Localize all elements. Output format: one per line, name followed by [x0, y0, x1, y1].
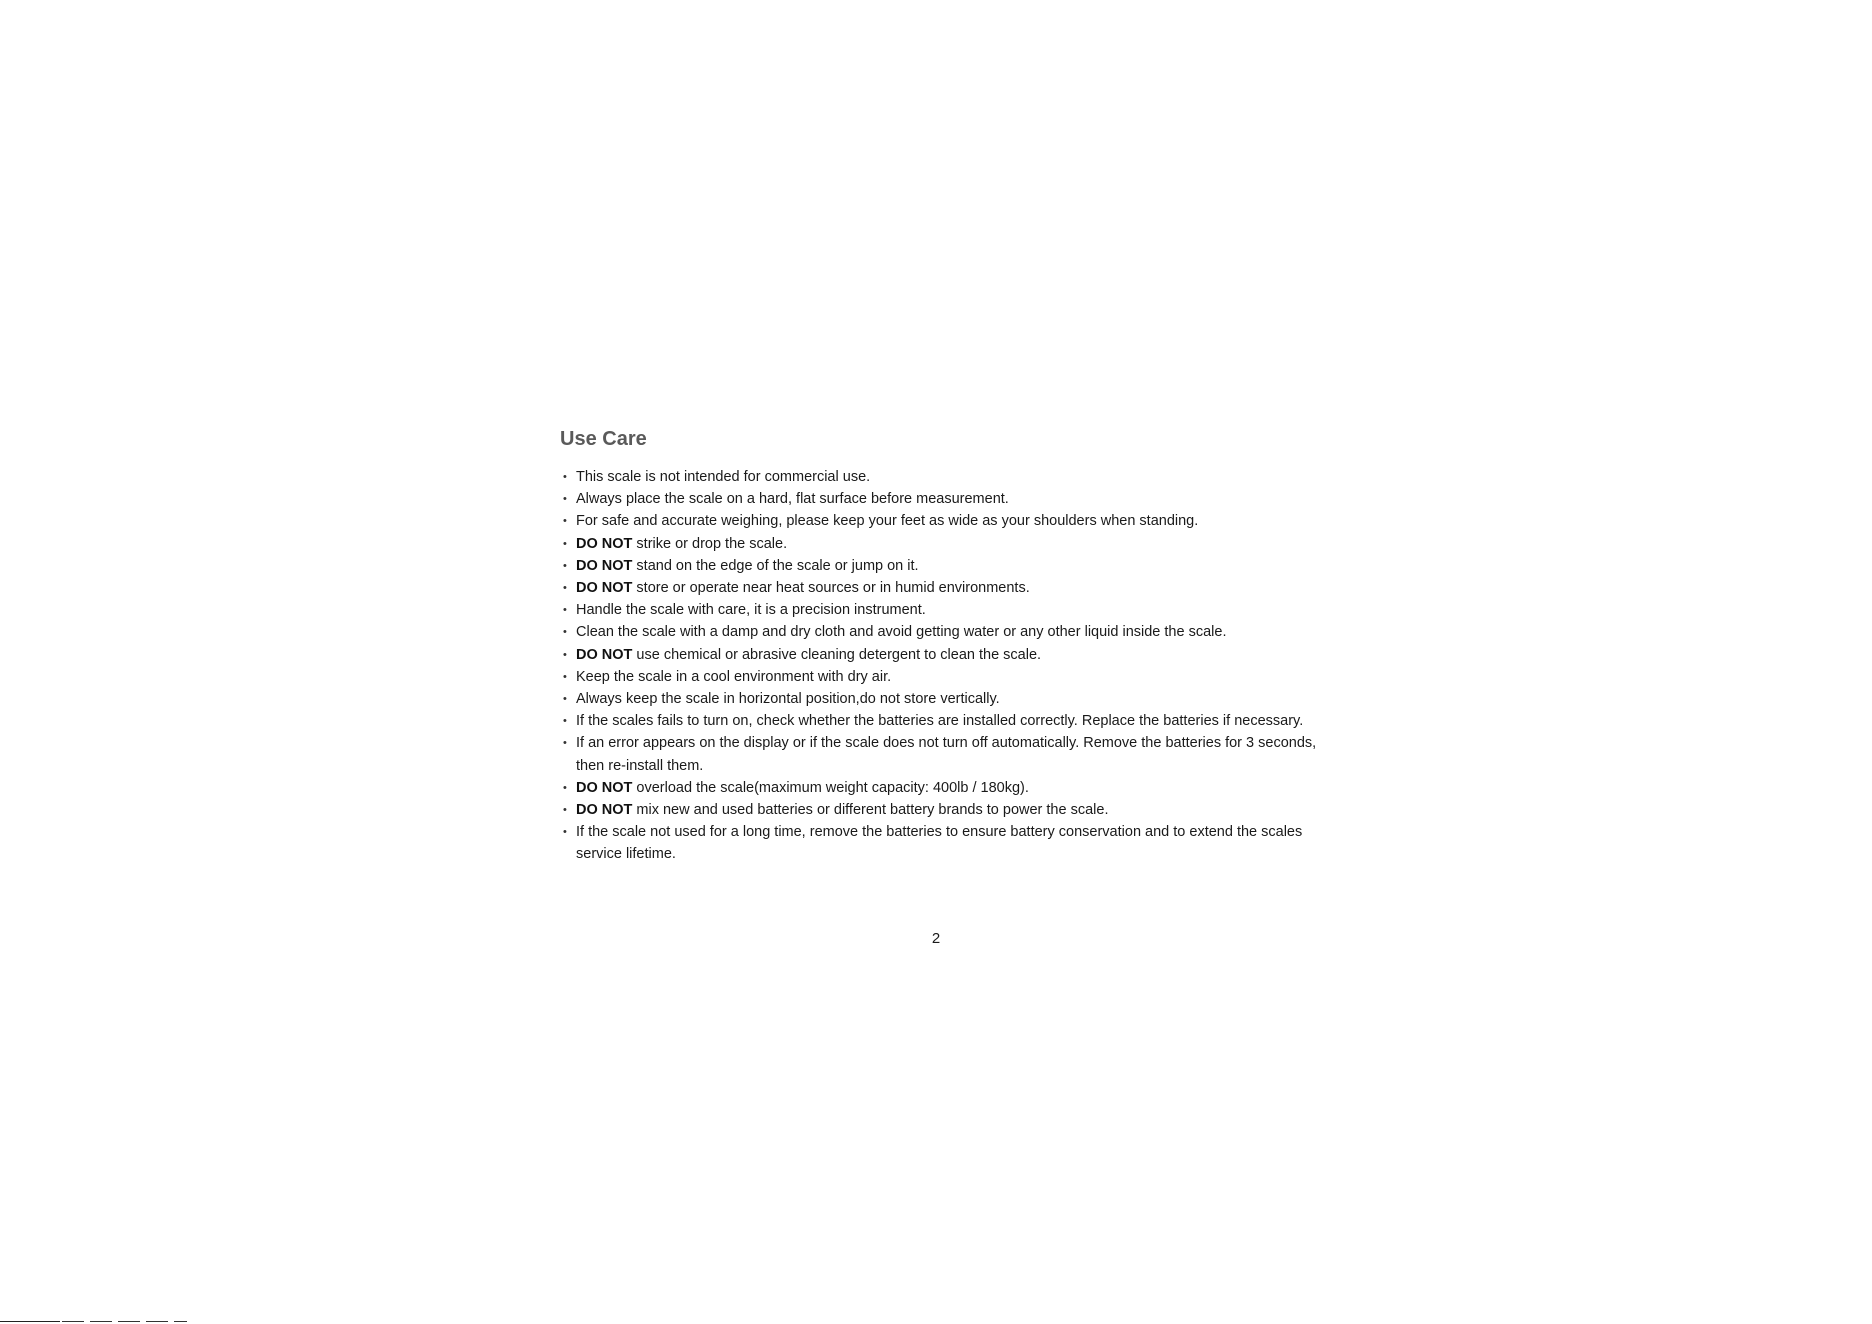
list-item	[560, 555, 1330, 577]
bottom-rule	[0, 1321, 60, 1322]
emphasis-text: DO NOT	[576, 779, 633, 796]
list-item	[560, 488, 1330, 510]
item-text: Keep the scale in a cool environment with dry air.	[576, 668, 892, 685]
list-item	[560, 732, 1330, 776]
emphasis-text: DO NOT	[576, 802, 633, 819]
bullet-icon: •	[563, 826, 567, 839]
item-text: If an error appears on the display or if the scale does not turn off automatically. Remove the batteries for 3 seconds, then re-install them.	[576, 735, 1317, 774]
bullet-icon: •	[563, 604, 567, 617]
list-item	[560, 821, 1330, 865]
emphasis-text: DO NOT	[576, 580, 633, 597]
item-text: For safe and accurate weighing, please keep your feet as wide as your shoulders when standing.	[576, 513, 1199, 530]
bullet-icon: •	[563, 582, 567, 595]
emphasis-text: DO NOT	[576, 557, 633, 574]
care-list	[560, 466, 1330, 866]
emphasis-text: DO NOT	[576, 535, 633, 552]
list-item	[560, 599, 1330, 621]
item-text: strike or drop the scale.	[632, 535, 788, 552]
bullet-icon: •	[563, 537, 567, 550]
list-item	[560, 688, 1330, 710]
bullet-icon: •	[563, 781, 567, 794]
bullet-icon: •	[563, 693, 567, 706]
list-item	[560, 799, 1330, 821]
list-item	[560, 644, 1330, 666]
item-text: Handle the scale with care, it is a precision instrument.	[576, 602, 926, 619]
bullet-icon: •	[563, 670, 567, 683]
bullet-icon: •	[563, 559, 567, 572]
list-item	[560, 777, 1330, 799]
item-text: If the scale not used for a long time, remove the batteries to ensure battery conservation and to extend the scales service lifetime.	[576, 824, 1303, 863]
bullet-icon: •	[563, 626, 567, 639]
list-item	[560, 466, 1330, 488]
bullet-icon: •	[563, 493, 567, 506]
list-item	[560, 533, 1330, 555]
use-care-section	[560, 426, 1330, 866]
item-text: stand on the edge of the scale or jump on it.	[632, 557, 919, 574]
section-title: Use Care	[560, 428, 647, 450]
bullet-icon: •	[563, 737, 567, 750]
list-item	[560, 577, 1330, 599]
list-item	[560, 510, 1330, 532]
item-text: Always place the scale on a hard, flat surface before measurement.	[576, 491, 1009, 508]
item-text: Always keep the scale in horizontal position,do not store vertically.	[576, 691, 1000, 708]
bullet-icon: •	[563, 804, 567, 817]
bullet-icon: •	[563, 648, 567, 661]
emphasis-text: DO NOT	[576, 646, 633, 663]
item-text: This scale is not intended for commercial use.	[576, 469, 871, 485]
item-text: overload the scale(maximum weight capacity: 400lb / 180kg).	[632, 779, 1029, 796]
item-text: mix new and used batteries or different battery brands to power the scale.	[632, 802, 1109, 819]
item-text: Clean the scale with a damp and dry cloth and avoid getting water or any other liquid inside the scale.	[576, 624, 1227, 641]
list-item	[560, 710, 1330, 732]
list-item	[560, 621, 1330, 643]
bullet-icon: •	[563, 715, 567, 728]
item-text: use chemical or abrasive cleaning detergent to clean the scale.	[632, 646, 1042, 663]
bottom-dashes	[62, 1321, 187, 1322]
list-item	[560, 666, 1330, 688]
page-number: 2	[931, 930, 941, 947]
item-text: If the scales fails to turn on, check whether the batteries are installed correctly. Replace the batteries if necessary.	[576, 713, 1304, 730]
item-text: store or operate near heat sources or in humid environments.	[632, 580, 1030, 597]
bullet-icon: •	[563, 515, 567, 528]
bullet-icon: •	[563, 471, 567, 483]
